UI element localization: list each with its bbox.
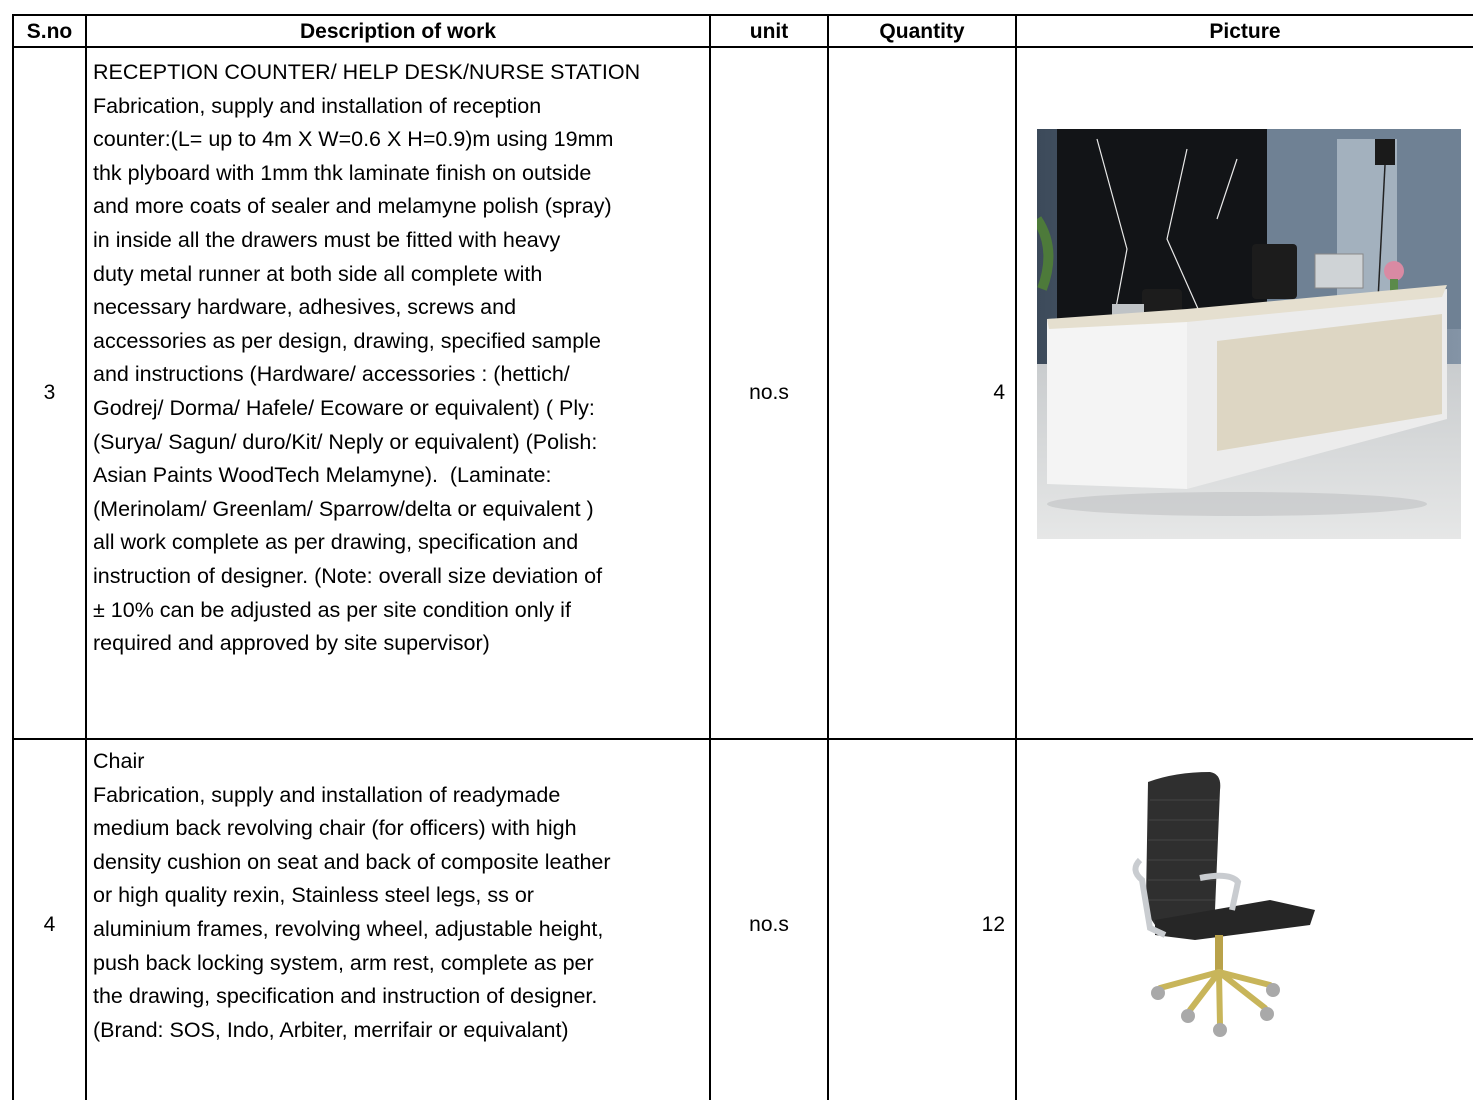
row-unit: no.s	[749, 913, 789, 936]
row-description: Chair Fabrication, supply and installation of readymade medium back revolving chair (for officers) with high density cushion on seat and back of composite leather or high quality rexin, Stainless steel legs, ss or aluminium frames, revolving wheel, adjustable height, push back locking system, arm rest, complete as per the drawing, specification and instruction of designer. (Brand: SOS, Indo, Arbiter, merrifair or equivalant)	[93, 749, 611, 1042]
reception-counter-image	[1037, 129, 1461, 539]
col-border-sno	[85, 14, 87, 1100]
row-quantity: 12	[981, 913, 1005, 936]
header-description: Description of work	[299, 19, 497, 43]
col-border-quantity	[1015, 14, 1017, 1100]
header-quantity: Quantity	[879, 19, 965, 43]
header-sno: S.no	[26, 19, 73, 43]
row-quantity: 4	[993, 381, 1005, 404]
header-picture: Picture	[1209, 19, 1281, 43]
row-sno: 4	[43, 913, 56, 936]
row-unit: no.s	[749, 381, 789, 404]
row-description: RECEPTION COUNTER/ HELP DESK/NURSE STATION Fabrication, supply and installation of reception counter:(L= up to 4m X W=0.6 X H=0.9)m using 19mm thk plyboard with 1mm thk laminate finish on outside and more coats of sealer and melamyne polish (spray) in inside all the drawers must be fitted with heavy duty metal runner at both side all complete with necessary hardware, adhesives, screws and accessories as per design, drawing, specified sample and instructions (Hardware/ accessories : (hettich/ Godrej/ Dorma/ Hafele/ Ecoware or equivalent) ( Ply: (Surya/ Sagun/ duro/Kit/ Neply or equivalent) (Polish: Asian Paints WoodTech Melamyne). (Laminate: (Merinolam/ Greenlam/ Sparrow/delta or equivalent ) all work complete as per drawing, specification and instruction of designer. (Note: overall size deviation of ± 10% can be adjusted as per site condition only if required and approved by site supervisor)	[93, 60, 641, 656]
office-chair-image	[1120, 760, 1340, 1050]
header-unit: unit	[749, 19, 789, 43]
row-sno: 3	[43, 381, 56, 404]
